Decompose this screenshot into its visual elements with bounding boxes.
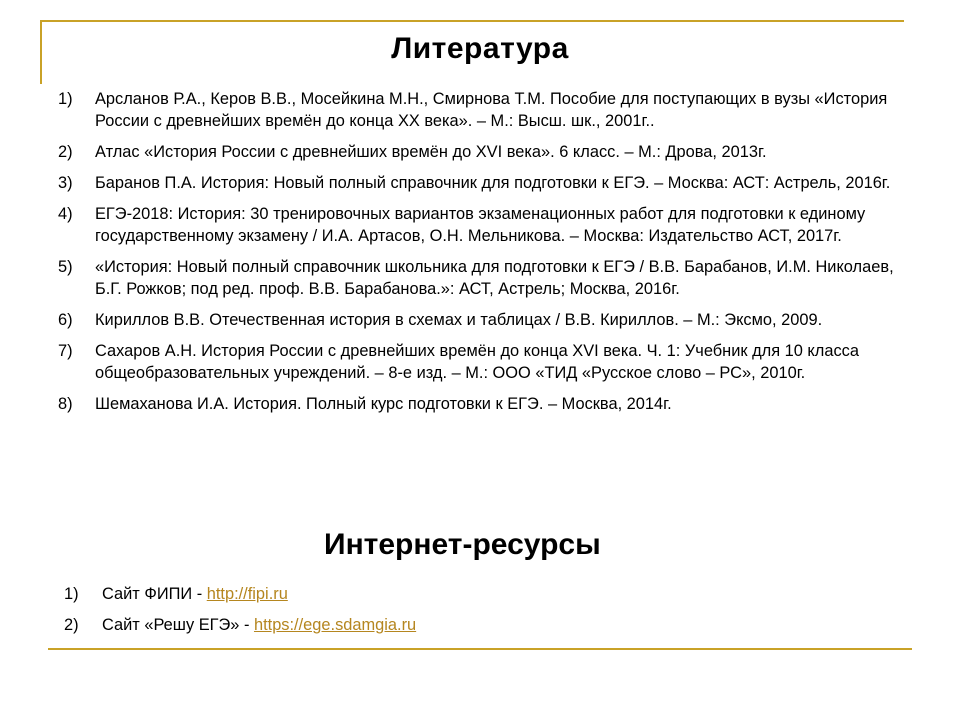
resource-item-number: 2) [64,616,79,634]
literature-item-number: 2) [58,143,73,161]
resource-item-fipi [64,583,904,605]
literature-item [54,340,914,384]
literature-item-text: Сахаров А.Н. История России с древнейших времён до конца XVI века. Ч. 1: Учебник для 10 класса общеобразовательных учреждений. – 8-е изд. – М.: ООО «ТИД «Русское слово – РС», 2010г. [95,342,859,382]
literature-list [54,88,914,424]
literature-item [54,393,914,415]
frame-top-line [40,20,904,22]
literature-item-text: Шемаханова И.А. История. Полный курс подготовки к ЕГЭ. – Москва, 2014г. [95,395,672,413]
literature-item-text: Кириллов В.В. Отечественная история в схемах и таблицах / В.В. Кириллов. – М.: Эксмо, 2009. [95,311,823,329]
literature-item-number: 4) [58,205,73,223]
literature-item-text: ЕГЭ-2018: История: 30 тренировочных вариантов экзаменационных работ для подготовки к единому государственному экзамену / И.А. Артасов, О.Н. Мельникова. – Москва: Издательство АСТ, 2017г. [95,205,866,245]
literature-title-text: Литература [391,32,569,65]
resource-item-label: Сайт «Решу ЕГЭ» - [102,616,254,634]
literature-item-text: Атлас «История России с древнейших времён до XVI века». 6 класс. – М.: Дрова, 2013г. [95,143,767,161]
fipi-link[interactable]: http://fipi.ru [206,585,288,603]
literature-item-number: 8) [58,395,73,413]
literature-title [0,32,960,66]
literature-item-number: 6) [58,311,73,329]
literature-item [54,141,914,163]
literature-item-text: Баранов П.А. История: Новый полный справочник для подготовки к ЕГЭ. – Москва: АСТ: Астрель, 2016г. [95,174,891,192]
literature-item [54,256,914,300]
frame-bottom-line [48,648,912,650]
resource-item-label: Сайт ФИПИ - [102,585,207,603]
literature-item-number: 7) [58,342,73,360]
literature-item-number: 5) [58,258,73,276]
internet-resources-list [64,583,904,645]
internet-resources-title: Интернет-ресурсы [324,528,601,561]
literature-item-number: 1) [58,90,73,108]
resource-item-sdamgia [64,614,904,636]
literature-item-text: «История: Новый полный справочник школьника для подготовки к ЕГЭ / В.В. Барабанов, И.М. Николаев, Б.Г. Рожков; под ред. проф. В.В. Барабанова.»: АСТ, Астрель; Москва, 2016г. [95,258,894,298]
literature-item-number: 3) [58,174,73,192]
literature-item-text: Арсланов Р.А., Керов В.В., Мосейкина М.Н., Смирнова Т.М. Пособие для поступающих в вузы «История России с древнейших времён до конца XX века». – М.: Высш. шк., 2001г.. [95,90,888,130]
literature-item [54,88,914,132]
resource-item-number: 1) [64,585,79,603]
sdamgia-link[interactable]: https://ege.sdamgia.ru [253,616,417,634]
literature-item [54,203,914,247]
literature-item [54,172,914,194]
literature-item [54,309,914,331]
